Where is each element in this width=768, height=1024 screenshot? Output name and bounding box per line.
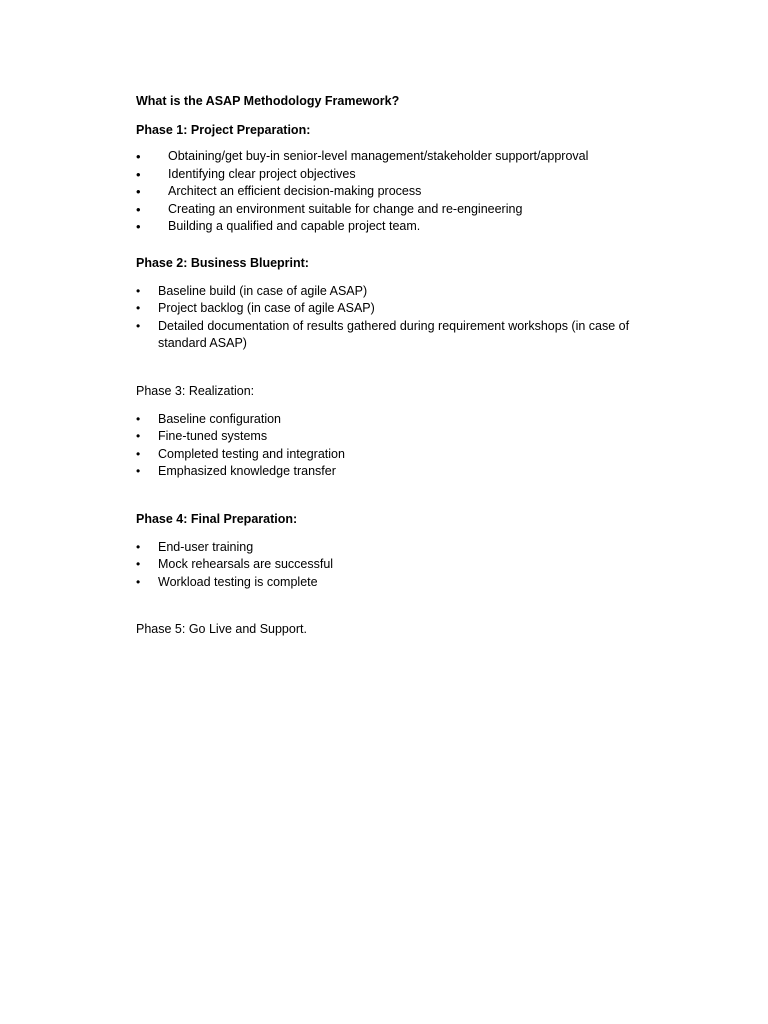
bullet-icon: • xyxy=(136,446,141,461)
phase-3-list xyxy=(136,411,656,481)
bullet-icon: • xyxy=(136,574,141,589)
list-item-text: Fine-tuned systems xyxy=(158,429,268,443)
phase-3-heading: Phase 3: Realization: xyxy=(136,383,255,398)
list-item xyxy=(136,574,656,592)
bullet-icon: • xyxy=(136,184,141,199)
bullet-icon: • xyxy=(136,201,141,217)
bullet-icon: • xyxy=(136,301,141,315)
bullet-icon: • xyxy=(136,539,141,554)
document-body xyxy=(136,92,656,638)
bullet-icon: • xyxy=(136,318,141,333)
list-item xyxy=(136,539,656,557)
list-item xyxy=(136,411,656,429)
list-item xyxy=(136,446,656,464)
list-item-text: Baseline build (in case of agile ASAP) xyxy=(158,283,368,298)
list-item xyxy=(136,463,656,481)
list-item-text: End-user training xyxy=(158,539,254,554)
list-item xyxy=(136,148,656,166)
bullet-icon: • xyxy=(136,557,141,571)
list-item-text: Architect an efficient decision-making process xyxy=(168,184,422,198)
document-title: What is the ASAP Methodology Framework? xyxy=(136,94,400,108)
list-item-text: Building a qualified and capable project team. xyxy=(168,219,421,233)
phase-4-heading: Phase 4: Final Preparation: xyxy=(136,511,298,526)
bullet-icon: • xyxy=(136,283,141,298)
list-item xyxy=(136,283,656,301)
list-item-text: Creating an environment suitable for change and re-engineering xyxy=(168,201,523,216)
list-item xyxy=(136,428,656,446)
phase-2-heading: Phase 2: Business Blueprint: xyxy=(136,255,309,270)
phase-1-list xyxy=(136,148,656,236)
list-item xyxy=(136,218,656,236)
list-item-text: Emphasized knowledge transfer xyxy=(158,464,336,478)
phase-5-heading: Phase 5: Go Live and Support. xyxy=(136,622,307,636)
list-item-text: Completed testing and integration xyxy=(158,446,345,461)
list-item xyxy=(136,300,656,318)
bullet-icon: • xyxy=(136,464,141,478)
bullet-icon: • xyxy=(136,411,141,426)
list-item xyxy=(136,556,656,574)
list-item xyxy=(136,318,656,353)
list-item xyxy=(136,201,656,219)
list-item xyxy=(136,166,656,184)
phase-1-heading: Phase 1: Project Preparation: xyxy=(136,123,311,137)
list-item xyxy=(136,183,656,201)
list-item-text: Project backlog (in case of agile ASAP) xyxy=(158,301,375,315)
bullet-icon: • xyxy=(136,149,141,164)
list-item-text: Baseline configuration xyxy=(158,411,281,426)
list-item-text: Identifying clear project objectives xyxy=(168,166,356,181)
bullet-icon: • xyxy=(136,429,141,443)
phase-2-list xyxy=(136,283,656,353)
list-item-text: Mock rehearsals are successful xyxy=(158,557,334,571)
list-item-text: Detailed documentation of results gathered during requirement workshops (in case of standard ASAP) xyxy=(158,318,630,350)
list-item-text: Obtaining/get buy-in senior-level management/stakeholder support/approval xyxy=(168,149,589,163)
list-item-text: Workload testing is complete xyxy=(158,574,318,589)
bullet-icon: • xyxy=(136,166,141,182)
phase-4-list xyxy=(136,539,656,592)
bullet-icon: • xyxy=(136,219,141,234)
